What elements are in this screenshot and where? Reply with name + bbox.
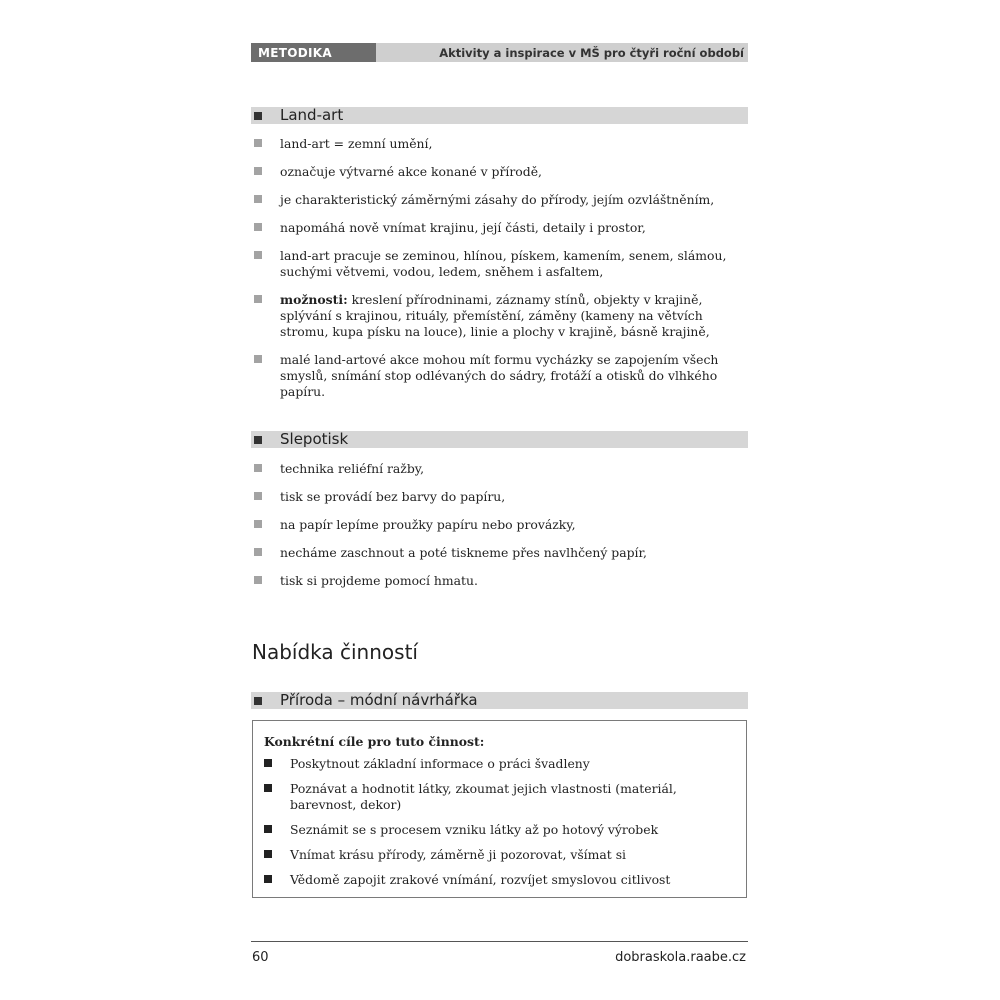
section-priroda-heading bbox=[251, 692, 748, 709]
header-section-label: METODIKA bbox=[251, 43, 376, 62]
list-item bbox=[251, 489, 748, 505]
square-bullet-icon bbox=[254, 355, 262, 363]
list-item bbox=[251, 248, 748, 280]
square-bullet-icon bbox=[254, 697, 262, 705]
document-page bbox=[251, 0, 748, 1000]
square-bullet-icon bbox=[254, 139, 262, 147]
section-title: Land-art bbox=[280, 106, 344, 124]
goals-box-title: Konkrétní cíle pro tuto činnost: bbox=[264, 734, 485, 749]
list-item-text: Seznámit se s procesem vzniku látky až po hotový výrobek bbox=[290, 822, 659, 837]
list-item-text: necháme zaschnout a poté tiskneme přes navlhčený papír, bbox=[280, 545, 647, 560]
list-item-text: označuje výtvarné akce konané v přírodě, bbox=[280, 164, 542, 179]
section-slepotisk-heading bbox=[251, 431, 748, 448]
section-title: Slepotisk bbox=[280, 430, 349, 448]
list-item bbox=[251, 220, 748, 236]
goals-list bbox=[264, 756, 734, 897]
list-item bbox=[264, 872, 734, 888]
list-item bbox=[251, 192, 748, 208]
page-number: 60 bbox=[252, 950, 269, 965]
list-item-text: land-art pracuje se zeminou, hlínou, pískem, kamením, senem, slámou, suchými větvemi, vodou, ledem, sněhem i asfaltem, bbox=[280, 248, 727, 279]
square-bullet-icon bbox=[264, 850, 272, 858]
landart-list bbox=[251, 136, 748, 412]
list-item-label: možnosti: bbox=[280, 292, 348, 307]
square-bullet-icon bbox=[254, 295, 262, 303]
header-book-title: Aktivity a inspirace v MŠ pro čtyři roční období bbox=[439, 45, 744, 60]
square-bullet-icon bbox=[254, 112, 262, 120]
square-bullet-icon bbox=[264, 875, 272, 883]
list-item bbox=[251, 292, 748, 340]
list-item bbox=[251, 164, 748, 180]
list-item bbox=[251, 573, 748, 589]
list-item-text: Poznávat a hodnotit látky, zkoumat jejich vlastnosti (materiál, barevnost, dekor) bbox=[290, 781, 677, 812]
list-item-text: Poskytnout základní informace o práci švadleny bbox=[290, 756, 590, 771]
section-title: Příroda – módní návrhářka bbox=[280, 691, 478, 709]
square-bullet-icon bbox=[264, 759, 272, 767]
list-item-text: je charakteristický záměrnými zásahy do přírody, jejím ozvláštněním, bbox=[280, 192, 715, 207]
list-item-text: napomáhá nově vnímat krajinu, její části, detaily i prostor, bbox=[280, 220, 646, 235]
chapter-heading: Nabídka činností bbox=[252, 640, 418, 664]
footer-divider bbox=[251, 941, 748, 942]
square-bullet-icon bbox=[254, 223, 262, 231]
list-item-text: tisk si projdeme pomocí hmatu. bbox=[280, 573, 478, 588]
square-bullet-icon bbox=[254, 548, 262, 556]
list-item-text: Vědomě zapojit zrakové vnímání, rozvíjet smyslovou citlivost bbox=[290, 872, 671, 887]
square-bullet-icon bbox=[254, 576, 262, 584]
list-item-text: na papír lepíme proužky papíru nebo provázky, bbox=[280, 517, 576, 532]
list-item-text: Vnímat krásu přírody, záměrně ji pozorovat, všímat si bbox=[290, 847, 627, 862]
footer-website: dobraskola.raabe.cz bbox=[615, 950, 746, 965]
square-bullet-icon bbox=[254, 464, 262, 472]
list-item bbox=[251, 517, 748, 533]
list-item bbox=[264, 847, 734, 863]
running-header bbox=[251, 43, 748, 62]
list-item bbox=[264, 822, 734, 838]
list-item bbox=[264, 781, 734, 813]
square-bullet-icon bbox=[254, 195, 262, 203]
list-item bbox=[251, 136, 748, 152]
slepotisk-list bbox=[251, 461, 748, 601]
square-bullet-icon bbox=[264, 825, 272, 833]
list-item-text: technika reliéfní ražby, bbox=[280, 461, 425, 476]
list-item-text: malé land-artové akce mohou mít formu vycházky se zapojením všech smyslů, snímání stop odlévaných do sádry, frotáží a otisků do vlhkého papíru. bbox=[280, 352, 719, 399]
square-bullet-icon bbox=[264, 784, 272, 792]
square-bullet-icon bbox=[254, 167, 262, 175]
list-item bbox=[264, 756, 734, 772]
list-item-text: tisk se provádí bez barvy do papíru, bbox=[280, 489, 506, 504]
square-bullet-icon bbox=[254, 436, 262, 444]
list-item-text: kreslení přírodninami, záznamy stínů, objekty v krajině, splývání s krajinou, rituály, přemístění, záměny (kameny na větvích stromu, kupa písku na louce), linie a plochy v krajině, básně krajině, bbox=[280, 292, 710, 339]
goals-box bbox=[252, 720, 747, 898]
square-bullet-icon bbox=[254, 251, 262, 259]
square-bullet-icon bbox=[254, 520, 262, 528]
section-landart-heading bbox=[251, 107, 748, 124]
list-item bbox=[251, 545, 748, 561]
list-item bbox=[251, 461, 748, 477]
square-bullet-icon bbox=[254, 492, 262, 500]
list-item bbox=[251, 352, 748, 400]
list-item-text: land-art = zemní umění, bbox=[280, 136, 433, 151]
